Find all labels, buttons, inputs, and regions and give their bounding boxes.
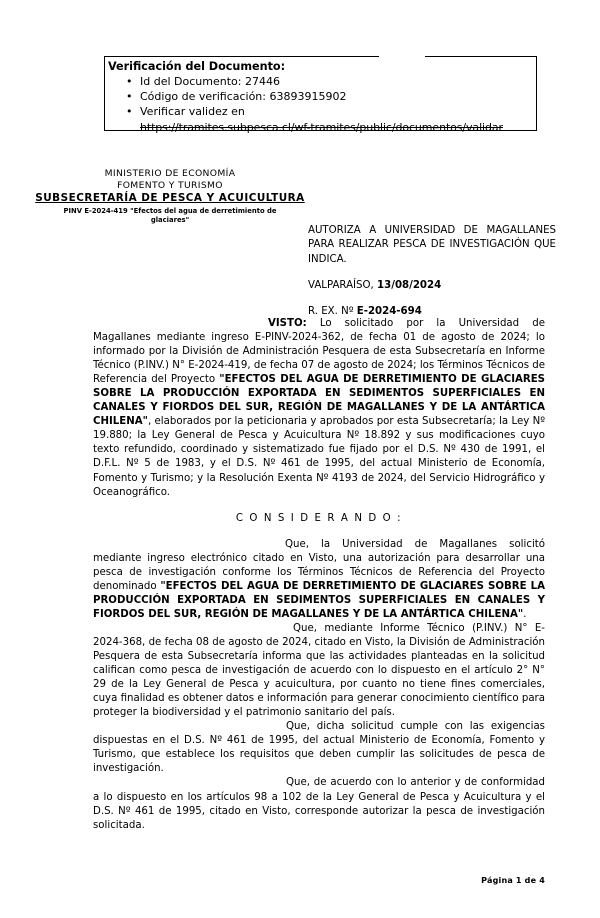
ministry-header [22,168,318,224]
resolution-number: E-2024-694 [356,305,422,317]
considerando-1-project-title: "EFECTOS DEL AGUA DE DERRETIMIENTO DE GLACIARES SOBRE LA PRODUCCIÓN EXPORTADA EN SEDIMENTOS SUPERFICIALES EN CANALES Y FIORDOS DEL SUR, REGIÓN DE MAGALLANES Y DE LA ANTÁRTICA CHILENA" [93,580,545,620]
paragraph-considerando-3 [93,720,545,776]
issue-date: 13/08/2024 [377,280,442,292]
verification-list [104,74,544,120]
verification-content [104,59,544,135]
ministry-line-2: FOMENTO Y TURISMO [117,179,223,191]
list-item [104,104,544,119]
visto-project-title: "EFECTOS DEL AGUA DE DERRETIMIENTO DE GLACIARES SOBRE LA PRODUCCIÓN EXPORTADA EN SEDIMENTOS SUPERFICIALES EN CANALES Y FIORDOS DEL SUR, REGIÓN DE MAGALLANES Y DE LA ANTÁRTICA CHILENA" [93,374,546,428]
visto-text-2: , elaborados por la peticionaria y aprobados por esta Subsecretaría; la Ley Nº 19.880; la Ley General de Pesca y Acuicultura Nº 18.892 y sus modificaciones cuyo texto refundido, coordinado y sistematizado fue fijado por el D.S. Nº 430 de 1991, el D.F.L. Nº 5 de 1983, y el D.S. Nº 461 de 1995, del actual Ministerio de Economía, Fomento y Turismo; y la Resolución Exenta Nº 4193 de 2024, del Servicio Hidrográfico y Oceanográfico. [93,416,545,498]
considerando-heading: C O N S I D E R A N D O : [235,512,403,524]
ministry-line-1: MINISTERIO DE ECONOMÍA [104,168,236,179]
considerando-2-text: Que, mediante Informe Técnico (P.INV.) N° E-2024-368, de fecha 08 de agosto de 2024, citado en Visto, la División de Administración Pesquera de esta Subsecretaría informa que las actividades planteadas en la solicitud califican como pesca de investigación de acuerdo con lo dispuesto en el artículo 2° N° 29 de la Ley General de Pesca y acuicultura, por cuanto no tiene fines comerciales, cuya finalidad es obtener datos e información para generar conocimiento científico para proteger la biodiversidad y el patrimonio sanitario del país. [93,622,545,719]
list-item [104,89,544,104]
considerando-4-text: Que, de acuerdo con lo anterior y de conformidad a lo dispuesto en los artículos 98 a 102 de la Ley General de Pesca y Acuicultura y el D.S. Nº 461 de 1995, citado en Visto, corresponde autorizar la pesca de investigación solicitada. [93,777,545,831]
place-and-date [308,279,556,293]
verification-validity-label: Verificar validez en [140,105,245,119]
list-item [104,74,544,89]
document-header-right [308,224,556,319]
subsecretaria-title: SUBSECRETARÍA DE PESCA Y ACUICULTURA [35,192,305,205]
paragraph-visto [93,317,545,500]
verification-url[interactable]: https://tramites.subpesca.cl/wf-tramites/public/documentos/validar [140,120,503,134]
paragraph-considerando-1 [93,538,545,622]
verification-doc-id: Id del Documento: 27446 [140,75,280,88]
project-reference: PINV E-2024-419 "Efectos del agua de derretimiento de glaciares" [63,207,277,224]
visto-label: VISTO: [268,318,307,329]
considerando-1-text-part2: . [523,608,527,620]
verification-code: Código de verificación: 63893915902 [140,90,347,104]
resolution-prefix: R. EX. Nº [308,305,354,317]
page-number: Página 1 de 4 [481,876,545,885]
place-label: VALPARAÍSO, [308,280,374,292]
paragraph-considerando-2 [93,622,545,720]
bullet-icon: • [126,75,133,88]
visto-text-1: Lo solicitado por la Universidad de Magallanes mediante ingreso E-PINV-2024-362, de fecha 01 de agosto de 2024; lo informado por la División de Administración Pesquera de esta Subsecretaría en Informe Técnico (P.INV.) N° E-2024-419, de fecha 07 de agosto de 2024; los Términos Técnicos de Referencia del Proyecto [93,318,545,386]
bullet-icon: • [126,105,133,119]
bullet-icon: • [126,90,133,104]
paragraph-considerando-4 [93,776,545,832]
document-subject: AUTORIZA A UNIVERSIDAD DE MAGALLANES PARA REALIZAR PESCA DE INVESTIGACIÓN QUE INDICA. [308,225,556,265]
verification-title: Verificación del Documento: [108,60,286,73]
considerando-1-text-part1: Que, la Universidad de Magallanes solicitó mediante ingreso electrónico citado en Visto, una autorización para desarrollar una pesca de investigación conforme los Términos Técnicos de Referencia del Proyecto denominado [93,538,545,592]
document-body [93,317,545,833]
considerando-3-text: Que, dicha solicitud cumple con las exigencias dispuestas en el D.S. Nº 461 de 1995, del actual Ministerio de Economía, Fomento y Turismo, que establece los requisitos que deben cumplir las solicitudes de pesca de investigación. [93,721,545,775]
